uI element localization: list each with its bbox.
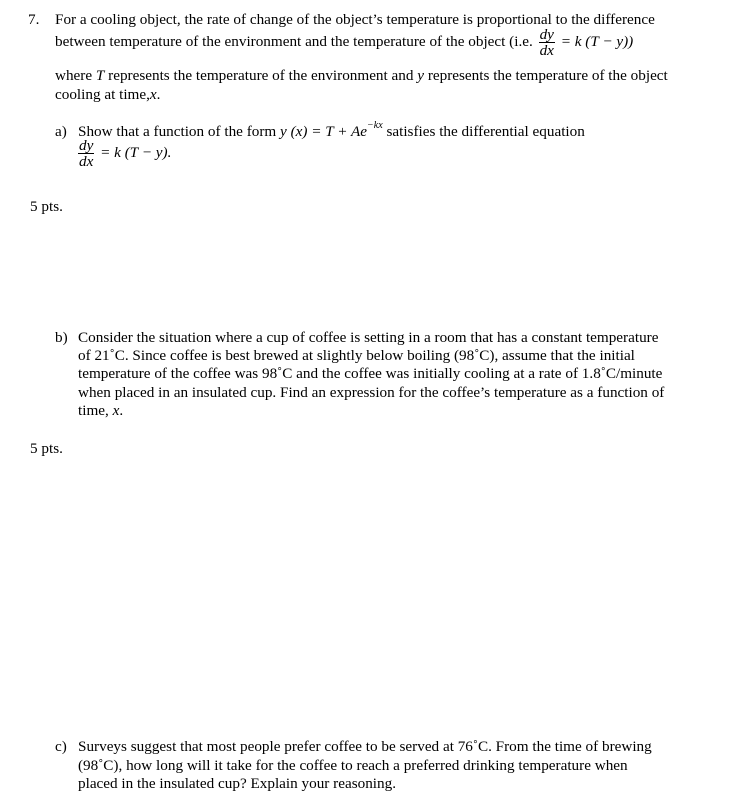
part-a-equation-rhs: = k (T − y). — [100, 143, 172, 161]
problem-line-4 — [55, 85, 160, 104]
part-a-equation — [76, 138, 171, 169]
variable-y: y — [417, 67, 425, 84]
problem-line-3 — [55, 66, 668, 85]
problem-line-3-pre: where — [55, 67, 93, 84]
part-a-formula: y (x) = T + Ae — [280, 123, 368, 140]
part-a-fraction-numerator: dy — [79, 137, 94, 154]
fraction-numerator: dy — [539, 26, 554, 43]
problem-line-2 — [55, 27, 633, 58]
part-a-text-post: satisfies the differential equation — [386, 123, 585, 140]
dy-dx-fraction — [539, 27, 555, 58]
part-b-label: b) — [55, 329, 68, 346]
fraction-denominator: dx — [539, 42, 554, 59]
problem-line-2-text: between temperature of the environment and the temperature of the object (i.e. — [55, 32, 533, 50]
problem-line-1: For a cooling object, the rate of change of the object’s temperature is proportional to the difference — [55, 11, 655, 28]
part-c-line-2: (98˚C), how long will it take for the coffee to reach a preferred drinking temperature when — [78, 757, 628, 774]
problem-line-4-post: . — [156, 86, 161, 103]
problem-number: 7. — [28, 11, 40, 28]
part-c-line-1: Surveys suggest that most people prefer coffee to be served at 76˚C. From the time of brewing — [78, 738, 652, 755]
part-b-line-3: temperature of the coffee was 98˚C and the coffee was initially cooling at a rate of 1.8˚C/minute — [78, 365, 663, 382]
part-a-points: 5 pts. — [30, 198, 63, 215]
part-a-label: a) — [55, 123, 67, 140]
part-b-line-1: Consider the situation where a cup of coffee is setting in a room that has a constant temperature — [78, 329, 659, 346]
problem-line-4-pre: cooling at time, — [55, 86, 150, 103]
part-c-label: c) — [55, 738, 67, 755]
part-b-line-2: of 21˚C. Since coffee is best brewed at slightly below boiling (98˚C), assume that the initial — [78, 347, 635, 364]
part-b-line-5 — [78, 401, 123, 420]
part-a-text-pre: Show that a function of the form — [78, 123, 277, 140]
part-a-fraction-denominator: dx — [79, 153, 94, 170]
part-b-line-5-post: . — [119, 402, 124, 419]
part-b-points: 5 pts. — [30, 440, 63, 457]
part-a-exponent: −kx — [367, 119, 383, 131]
variable-T: T — [95, 67, 105, 84]
variable-x: x — [149, 86, 157, 103]
problem-line-3-mid: represents the temperature of the environment and — [108, 67, 414, 84]
part-c-line-3: placed in the insulated cup? Explain your reasoning. — [78, 775, 396, 792]
part-b-line-5-pre: time, — [78, 402, 109, 419]
problem-line-3-post: represents the temperature of the object — [427, 67, 668, 84]
part-b-line-4: when placed in an insulated cup. Find an expression for the coffee’s temperature as a function of — [78, 384, 665, 401]
differential-equation: = k (T − y)) — [560, 32, 634, 50]
part-b-variable-x: x — [112, 402, 120, 419]
part-a-dy-dx-fraction — [78, 138, 94, 169]
